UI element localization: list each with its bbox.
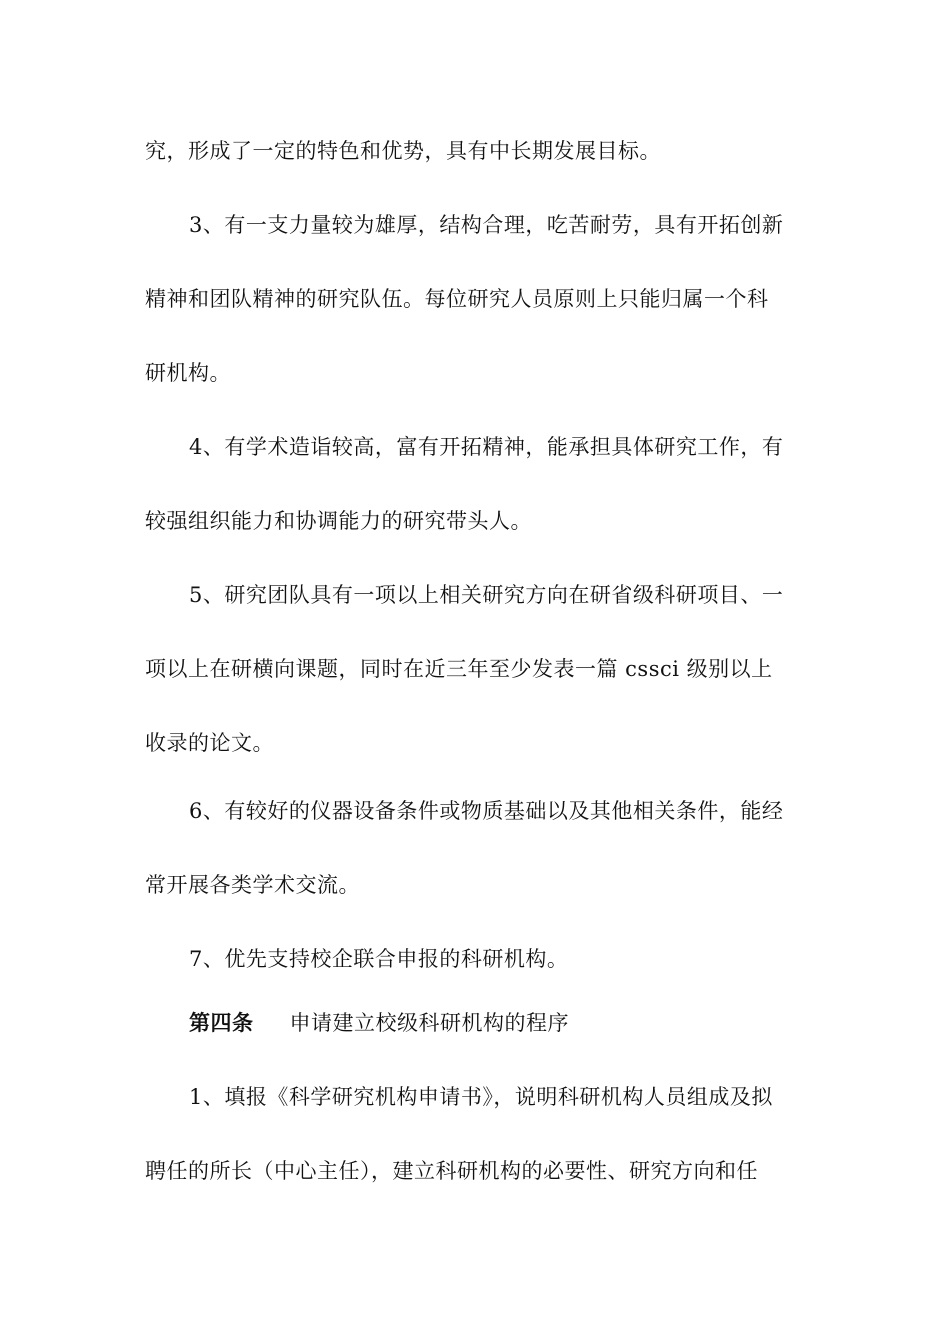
article-number: 第四条	[189, 1011, 254, 1035]
paragraph-line: 常开展各类学术交流。	[145, 873, 360, 897]
paragraph-line: 精神和团队精神的研究队伍。每位研究人员原则上只能归属一个科	[145, 287, 769, 311]
section-heading	[189, 1008, 569, 1038]
paragraph-line: 项以上在研横向课题，同时在近三年至少发表一篇 cssci 级别以上	[145, 657, 773, 681]
paragraph-line: 聘任的所长（中心主任），建立科研机构的必要性、研究方向和任	[145, 1159, 758, 1183]
paragraph-line: 5、研究团队具有一项以上相关研究方向在研省级科研项目、一	[189, 583, 784, 607]
paragraph-line: 收录的论文。	[145, 731, 274, 755]
paragraph-line: 6、有较好的仪器设备条件或物质基础以及其他相关条件，能经	[189, 799, 784, 823]
paragraph-line: 究，形成了一定的特色和优势，具有中长期发展目标。	[145, 139, 661, 163]
article-title: 申请建立校级科研机构的程序	[289, 1011, 569, 1035]
paragraph-line: 研机构。	[145, 361, 231, 385]
paragraph-line: 较强组织能力和协调能力的研究带头人。	[145, 509, 532, 533]
paragraph-line: 4、有学术造诣较高，富有开拓精神，能承担具体研究工作，有	[189, 435, 784, 459]
paragraph-line: 7、优先支持校企联合申报的科研机构。	[189, 947, 569, 971]
paragraph-line: 1、填报《科学研究机构申请书》，说明科研机构人员组成及拟	[189, 1085, 773, 1109]
paragraph-line: 3、有一支力量较为雄厚，结构合理，吃苦耐劳，具有开拓创新	[189, 213, 784, 237]
